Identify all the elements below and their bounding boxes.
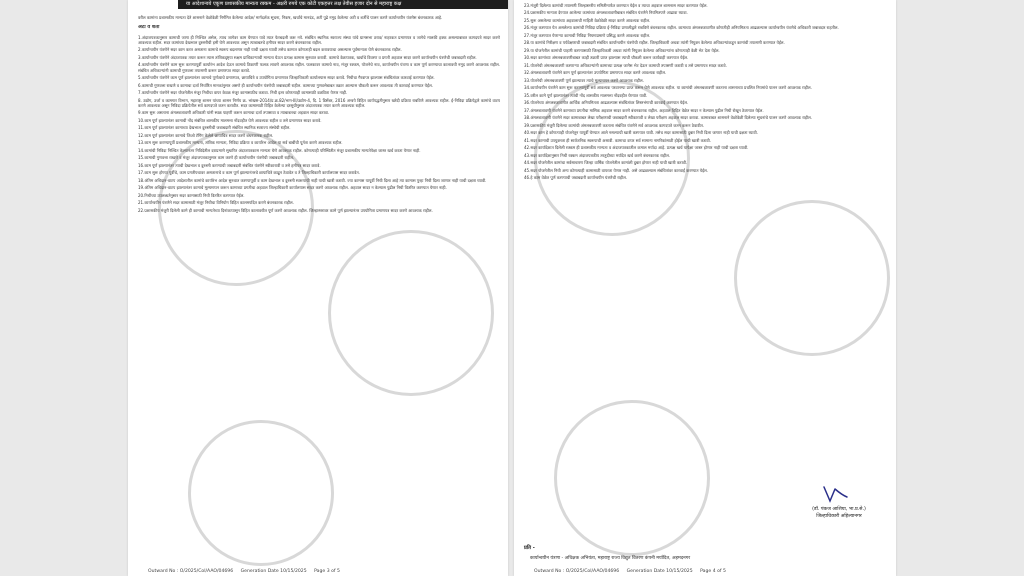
condition-paragraph: 10.काम पूर्ण झाल्यानंतर कामाची नोंद संबंधित शासकीय मालमत्ता नोंदवहीत घेणे आवश्यक राहील व तसे प्रमाणपत्र सादर करावे. <box>138 117 322 123</box>
signatory-title: जिल्हाधिकारी अहिल्यानगर <box>816 514 862 519</box>
condition-paragraph: 18.अंतिम अधिदान-वाटप आदेशातील कामांचे कार्यारंभ आदेश सुरुवात करण्यापूर्वी व काम देखभाल व दुरुस्ती स्वरूपाची नाही याची खात्री करावी. ज्या कामास यापूर्वी निधी दिला आहे त्या कामास पुन्हा निधी दिला जाणार नाही याची दक्षता घ्यावी. <box>138 177 487 183</box>
condition-paragraph: 2.कार्यान्वयीन यंत्रणेने सदर काम करत असताना कामाचे स्वरूप बदलणार नाही याची दक्षता घ्यावी तसेच कामात कोणताही बदल करावयाचा असल्यास पूर्वमान्यता घेणे बंधनकारक राहील. <box>138 47 402 53</box>
condition-paragraph: 3.कार्यान्वयीन यंत्रणेने अंदाजपत्रक तयार करून त्यास तांत्रिकदृष्ट्या सक्षम प्राधिकाऱ्याची मान्यता घेऊन प्रत्यक्ष कामास सुरुवात करावी. कामाचे वेळापत्रक, खर्चाचे विवरण व प्रगती अहवाल सादर करणे कार्यान्वयीन यंत्रणेची जबाबदारी राहील. <box>138 54 477 60</box>
condition-paragraph: 34.कार्यान्वयीन यंत्रणेने काम सुरू करण्यापूर्वी सर्व आवश्यक परवानग्या प्राप्त करून घेणे आवश्यक राहील. या कामांची अंमलबजावणी करताना शासनाच्या प्रचलित नियमांचे पालन करणे आवश्यक राहील. <box>524 85 812 91</box>
condition-paragraph: 14.कामांची निविदा निश्चित केल्यानंतर निविदेतील दराप्रमाणे सुधारित अंदाजपत्रकास मान्यता घेणे आवश्यक राहील. कोणत्याही परिस्थितीत मंजूर प्रशासकीय मान्यतेपेक्षा जास्त खर्च करता येणार नाही. <box>138 147 421 153</box>
condition-paragraph: 30.सदर कामांच्या अंमलबजावणीबाबत काही तक्रारी प्राप्त झाल्यास त्याची चौकशी करून कार्यवाही करण्यात येईल. <box>524 55 689 61</box>
watermark-seal <box>188 420 334 566</box>
condition-paragraph: 42.सदर कार्यादेशात दिलेली रक्कम ही प्रशासकीय मान्यता व अंदाजपत्रकातील कमाल मर्यादा आहे. प्रत्यक्ष खर्च यापेक्षा जास्त होणार नाही याची दक्षता घ्यावी. <box>524 145 749 151</box>
condition-paragraph: 39.प्रशासकीय मंजुरी दिलेल्या कामांची अंमलबजावणी करताना संबंधित यंत्रणेने सर्व आवश्यक कागदपत्रे जतन करून ठेवावीत. <box>524 122 705 128</box>
condition-paragraph: 45.सदर योजनेतील निधी अन्य कोणत्याही कामासाठी वापरता येणार नाही. असे आढळल्यास संबंधितांवर कारवाई करण्यात येईल. <box>524 167 709 173</box>
condition-paragraph: 21.कार्यान्वयीन यंत्रणेने सदर कामासाठी मंजूर निधीचा विनियोग विहित कालमर्यादेत करणे बंधनकारक राहील. <box>138 200 294 206</box>
condition-paragraph: 36.योजनेच्या अंमलबजावणीत आर्थिक अनियमितता आढळल्यास संबंधितांवर शिस्तभंगाची कारवाई करण्यात येईल. <box>524 100 689 106</box>
signatory-block <box>784 506 894 520</box>
body-text <box>524 3 886 183</box>
condition-paragraph: 27.मंजूर करण्यात येणाऱ्या कामाची निविदा नियमाप्रमाणे प्रसिद्ध करणे आवश्यक राहील. <box>524 32 651 38</box>
condition-paragraph: 32.अंमलबजावणी यंत्रणेने काम पूर्ण झाल्यानंतर उपयोगिता प्रमाणपत्र सादर करणे आवश्यक राहील. <box>524 70 667 76</box>
condition-paragraph: 12.काम पूर्ण झाल्यानंतर कामाचे जिओ टॅगिंग केलेले छायाचित्र सादर करणे बंधनकारक राहील. <box>138 132 274 138</box>
watermark-seal <box>554 400 710 556</box>
body-text <box>138 15 500 215</box>
watermark-seal <box>734 200 890 356</box>
condition-paragraph: 22.प्रशासकीय मंजुरी दिलेली कामे ही कामाची मान्यतेच्या दिनांकापासून विहित कालावधीत पूर्ण करणे आवश्यक राहील. जिल्हास्तरावर कामे पूर्ण झाल्यानंतर उपयोगिता प्रमाणपत्र सादर करणे आवश्यक राहील. <box>138 207 433 213</box>
condition-paragraph: 7.कार्यान्वयीन यंत्रणेने सदर योजनेतील मंजूर निधीचा वापर केवळ मंजूर कामासाठीच करावा. निधी इतर कोणत्याही कामासाठी वळविता येणार नाही. <box>138 90 348 96</box>
condition-paragraph: 38.अंमलबजावणी यंत्रणेने सदर कामाबाबत लेखा परीक्षणाची जबाबदारी स्वीकारावी व लेखा परीक्षण अहवाल सादर करावा. कामाबाबत शासनाने वेळोवेळी दिलेल्या सूचनांचे पालन करणे आवश्यक राहील. <box>524 115 813 121</box>
watermark-seal <box>328 230 494 396</box>
condition-paragraph: 37.अंमलबजावणी यंत्रणेने कामाच्या प्रगतीचा मासिक अहवाल सादर करणे बंधनकारक राहील. अहवाल विहित वेळेत सादर न केल्यास पुढील निधी रोखून ठेवण्यात येईल. <box>524 107 764 113</box>
outward-number: Outward No : O/2025/Col/AAO/04696 <box>148 569 234 574</box>
signatory-name: (डॉ. पंकज आशिया, भा.प्र.से.) <box>812 507 866 512</box>
top-banner: या आदेशान्वये एकूण प्रशासकीय मान्यता रक्कम - अक्षरी रुपये एक कोटी एकहत्तर लक्ष तेवीस हजार दोन से महाराष्ट्र कक्ष <box>178 0 508 9</box>
document-page-4 <box>514 0 896 576</box>
condition-paragraph: 20.निधीच्या उपलब्धतेनुसार सदर कामासाठी निधी वितरित करण्यात येईल. <box>138 192 245 198</box>
condition-paragraph: 29.या योजनेतील कामांची पाहणी करण्यासाठी जिल्हाधिकारी अथवा त्यांनी नियुक्त केलेल्या अधिकाऱ्यांना कोणत्याही वेळी भेट देता येईल. <box>524 47 720 53</box>
condition-paragraph: 33.योजनेची अंमलबजावणी पूर्ण झाल्यावर त्याचे मूल्यमापन करणे आवश्यक राहील. <box>524 77 644 83</box>
condition-paragraph: 31.योजनेची अंमलबजावणी करणाऱ्या अधिकाऱ्यांनी कामाच्या प्रत्यक्ष जागेस भेट देऊन कामाची तपासणी करावी व तसे प्रमाणपत्र सादर करावे. <box>524 62 727 68</box>
page-number: Page 3 of 5 <box>314 569 340 574</box>
condition-paragraph: 28.या कामांचे निरीक्षण व पर्यवेक्षणाची जबाबदारी संबंधित कार्यान्वयीन यंत्रणेची राहील. जिल्हाधिकारी अथवा त्यांनी नियुक्त केलेल्या अधिकाऱ्यांकडून कामांची तपासणी करण्यात येईल. <box>524 40 785 46</box>
page-footer <box>148 569 346 574</box>
condition-paragraph: 26.मंजूर करण्यात येत असलेल्या कामांची निविदा प्रक्रिया ई-निविदा प्रणालीद्वारे राबविणे बंधनकारक राहील. कामाच्या अंमलबजावणीत कोणतीही अनियमितता आढळल्यास कार्यान्वयीन यंत्रणेचे अधिकारी जबाबदार राहतील. <box>524 25 839 31</box>
condition-paragraph: 8. उद्योग, उर्जा व कामगार विभाग, महाराष्ट्र शासन यांच्या शासन निर्णय क्र. भांखस-2014/प्र.क्र.82/भाग-III/उद्योग-4, दि. 1 डिसेंबर, 2016 अन्वये विहित कार्यपद्धतीनुसार खरेदी प्रक्रिया राबविणे आवश्यक राहील. ई-निविदा प्रक्रियेद्वारे कामांचे वाटप करणे आवश्यक असून निविदा प्रक्रियेतील सर्व कागदपत्रे जतन करावीत. सदर कामासाठी विहित केलेल्या दरसूचीनुसार अंदाजपत्रक तयार करणे आवश्यक राहील. <box>138 97 500 108</box>
condition-paragraph: 15.कामाची गुणवत्ता राखणे व मंजूर अंदाजपत्रकानुसार काम करणे ही कार्यान्वयीन यंत्रणेची जबाबदारी राहील. <box>138 155 295 161</box>
condition-paragraph: 1.अंदाजपत्रकानुसार कामाची जागा ही निश्चित असेल, त्याच जागेवर काम घेण्यात यावे त्यात फेरबदली करू नये. संबंधित स्थानिक स्वराज्य संस्था यांचे ग्रामसभा ठराव/ नाहरकत प्रमाणपत्र व जागेचे मालकी हक्क असल्याबाबत कागदपत्रे सादर करणे आवश्यक राहील. सदर कामांच्या देखभाल दुरुस्तीची हमी घेणे आवश्यक असून त्याबाबतचे हमीपत्र सादर करणे बंधनकारक राहील. <box>138 34 500 45</box>
condition-paragraph: 40.सदर काम हे कोणत्याही योजनेतून यापूर्वी घेण्यात आले नसल्याची खात्री करण्यात यावी. तसेच सदर कामासाठी दुबार निधी दिला जाणार नाही याची दक्षता घ्यावी. <box>524 130 758 136</box>
condition-paragraph: 44.सदर योजनेतील कामांचा सर्वसाधारण जिल्हा वार्षिक योजनेतील कामांशी दुबार होणार नाही याची खात्री करावी. <box>524 160 688 166</box>
condition-paragraph: 9.काम सुरू असताना अंमलबजावणी अधिकारी यांनी स्थळ पाहणी करून कामाचा दर्जा तपासावा व त्याबाबतचा अहवाल सादर करावा. <box>138 110 330 116</box>
condition-paragraph: 4.कार्यान्वयीन यंत्रणेने काम सुरू करण्यापूर्वी कार्यारंभ आदेश देऊन कामाचे ठिकाणी फलक लावणे आवश्यक राहील. फलकावर कामाचे नाव, मंजूर रक्कम, योजनेचे नाव, कार्यान्वयीन यंत्रणा व काम पूर्ण करण्याचा कालावधी नमूद करणे आवश्यक राहील. संबंधित अधिकाऱ्यांनी कामाची गुणवत्ता तपासणी करून प्रमाणपत्र सादर करावे. <box>138 62 500 73</box>
condition-paragraph: 16.काम पूर्ण झाल्यानंतर त्याची देखभाल व दुरुस्ती करण्याची जबाबदारी संबंधित यंत्रणेने स्वीकारावी व तसे हमीपत्र सादर करावे. <box>138 162 321 168</box>
condition-paragraph: 46.हे काम वेळेत पूर्ण करण्याची जबाबदारी कार्यान्वयीन यंत्रणेची राहील. <box>524 175 628 181</box>
condition-paragraph: 35.वरील कामे पूर्ण झाल्यानंतर त्यांची नोंद शासकीय मालमत्ता नोंदवहीत घेण्यात यावी. <box>524 92 648 98</box>
outward-number: Outward No : O/2025/Col/AAO/04696 <box>534 569 620 574</box>
condition-paragraph: 43.सदर कार्यादेशानुसार निधी रक्कम अंदाजपत्रकीय तरतुदीच्या मर्यादेत खर्च करणे बंधनकारक राहील. <box>524 152 671 158</box>
section-heading: अटी व शर्ती <box>138 25 160 31</box>
generation-date: Generation Date 10/15/2025 <box>240 569 307 574</box>
condition-paragraph: 17.काम सुरू होण्या पूर्वीचे, काम प्रगतीपथावर असतानाचे व काम पूर्ण झाल्यानंतरचे छायाचित्रे काढून ठेवावेत व ते जिल्हाधिकारी कार्यालयास सादर करावेत. <box>138 170 360 176</box>
condition-paragraph: 23.मंजुरी दिलेल्या कामांची तपासणी जिल्हास्तरीय समितीमार्फत करण्यात येईल व त्याचा अहवाल शासनास सादर करण्यात येईल. <box>524 3 708 8</box>
signature-image <box>820 483 850 505</box>
page-number: Page 4 of 5 <box>700 569 726 574</box>
generation-date: Generation Date 10/15/2025 <box>626 569 693 574</box>
condition-paragraph: 11.काम पूर्ण झाल्यानंतर कामाच्या देखभाल दुरुस्तीची जबाबदारी संबंधित स्थानिक स्वराज्य संस्थेची राहील. <box>138 125 291 131</box>
condition-paragraph: 41.सदर कामाची उपयुक्तता ही सार्वजनिक स्वरूपाची असावी. कामाचा वापर सर्व सामान्य नागरिकांसाठी होईल याची खात्री करावी. <box>524 137 711 143</box>
page-footer <box>534 569 732 574</box>
condition-paragraph: 25.सुरू असलेल्या कामांच्या अहवालाची माहिती वेळोवेळी सादर करणे आवश्यक राहील. <box>524 17 651 23</box>
condition-paragraph: वरील कामांना प्रशासकीय मान्यता देते शासनाने वेळोवेळी निर्गमित केलेल्या आदेश/ मार्गदर्शक सूचना, निकष, खर्चाचे मानदंड, अटी पुढे नमूद केलेल्या अटी व शर्तीचे पालन करणे कार्यान्वयीन यंत्रणेस बंधनकारक आहे. <box>138 15 443 20</box>
condition-paragraph: 5.कार्यान्वयीन यंत्रणेने काम पूर्ण झाल्यानंतर कामाचे पूर्णत्वाचे प्रमाणपत्र, छायाचित्रे व उपयोगिता प्रमाणपत्र जिल्हाधिकारी कार्यालयास सादर करावे. निधीचा गैरवापर झाल्यास संबंधितांवर कारवाई करण्यात येईल. <box>138 75 435 81</box>
condition-paragraph: 6.कामाची गुणवत्ता राखणे व कामाचा दर्जा निर्धारित मानकांनुसार असणे ही कार्यान्वयीन यंत्रणेची जबाबदारी राहील. कामाच्या गुणवत्तेबाबत तक्रार आल्यास चौकशी करून आवश्यक ती कारवाई करण्यात येईल. <box>138 82 433 88</box>
condition-paragraph: 13.काम सुरू करण्यापूर्वी प्रशासकीय मान्यता, तांत्रिक मान्यता, निविदा प्रक्रिया व कार्यारंभ आदेश या सर्व बाबींची पूर्तता करणे आवश्यक राहील. <box>138 140 343 146</box>
condition-paragraph: 24.प्रशासकीय मान्यता देण्यात आलेल्या कामांच्या अंमलबजावणीबाबत संबंधित यंत्रणेने नियमितपणे आढावा घ्यावा. <box>524 10 688 16</box>
copy-to-label: प्रति - <box>524 545 535 551</box>
copy-to-recipient: कार्यान्वयीन यंत्रणा - अधिक्षक अभियंता, महाराष्ट्र राज्य विद्युत वितरण कंपनी मर्यादित, अहमदनगर <box>530 556 691 561</box>
condition-paragraph: 19.अंतिम अधिदान-वाटप झाल्यानंतर कामाचे मूल्यमापन करून कामाच्या प्रगतीचा अहवाल जिल्हाधिकारी कार्यालयास सादर करणे आवश्यक राहील. अहवाल सादर न केल्यास पुढील निधी वितरित करण्यात येणार नाही. <box>138 185 447 191</box>
document-page-3 <box>128 0 508 576</box>
